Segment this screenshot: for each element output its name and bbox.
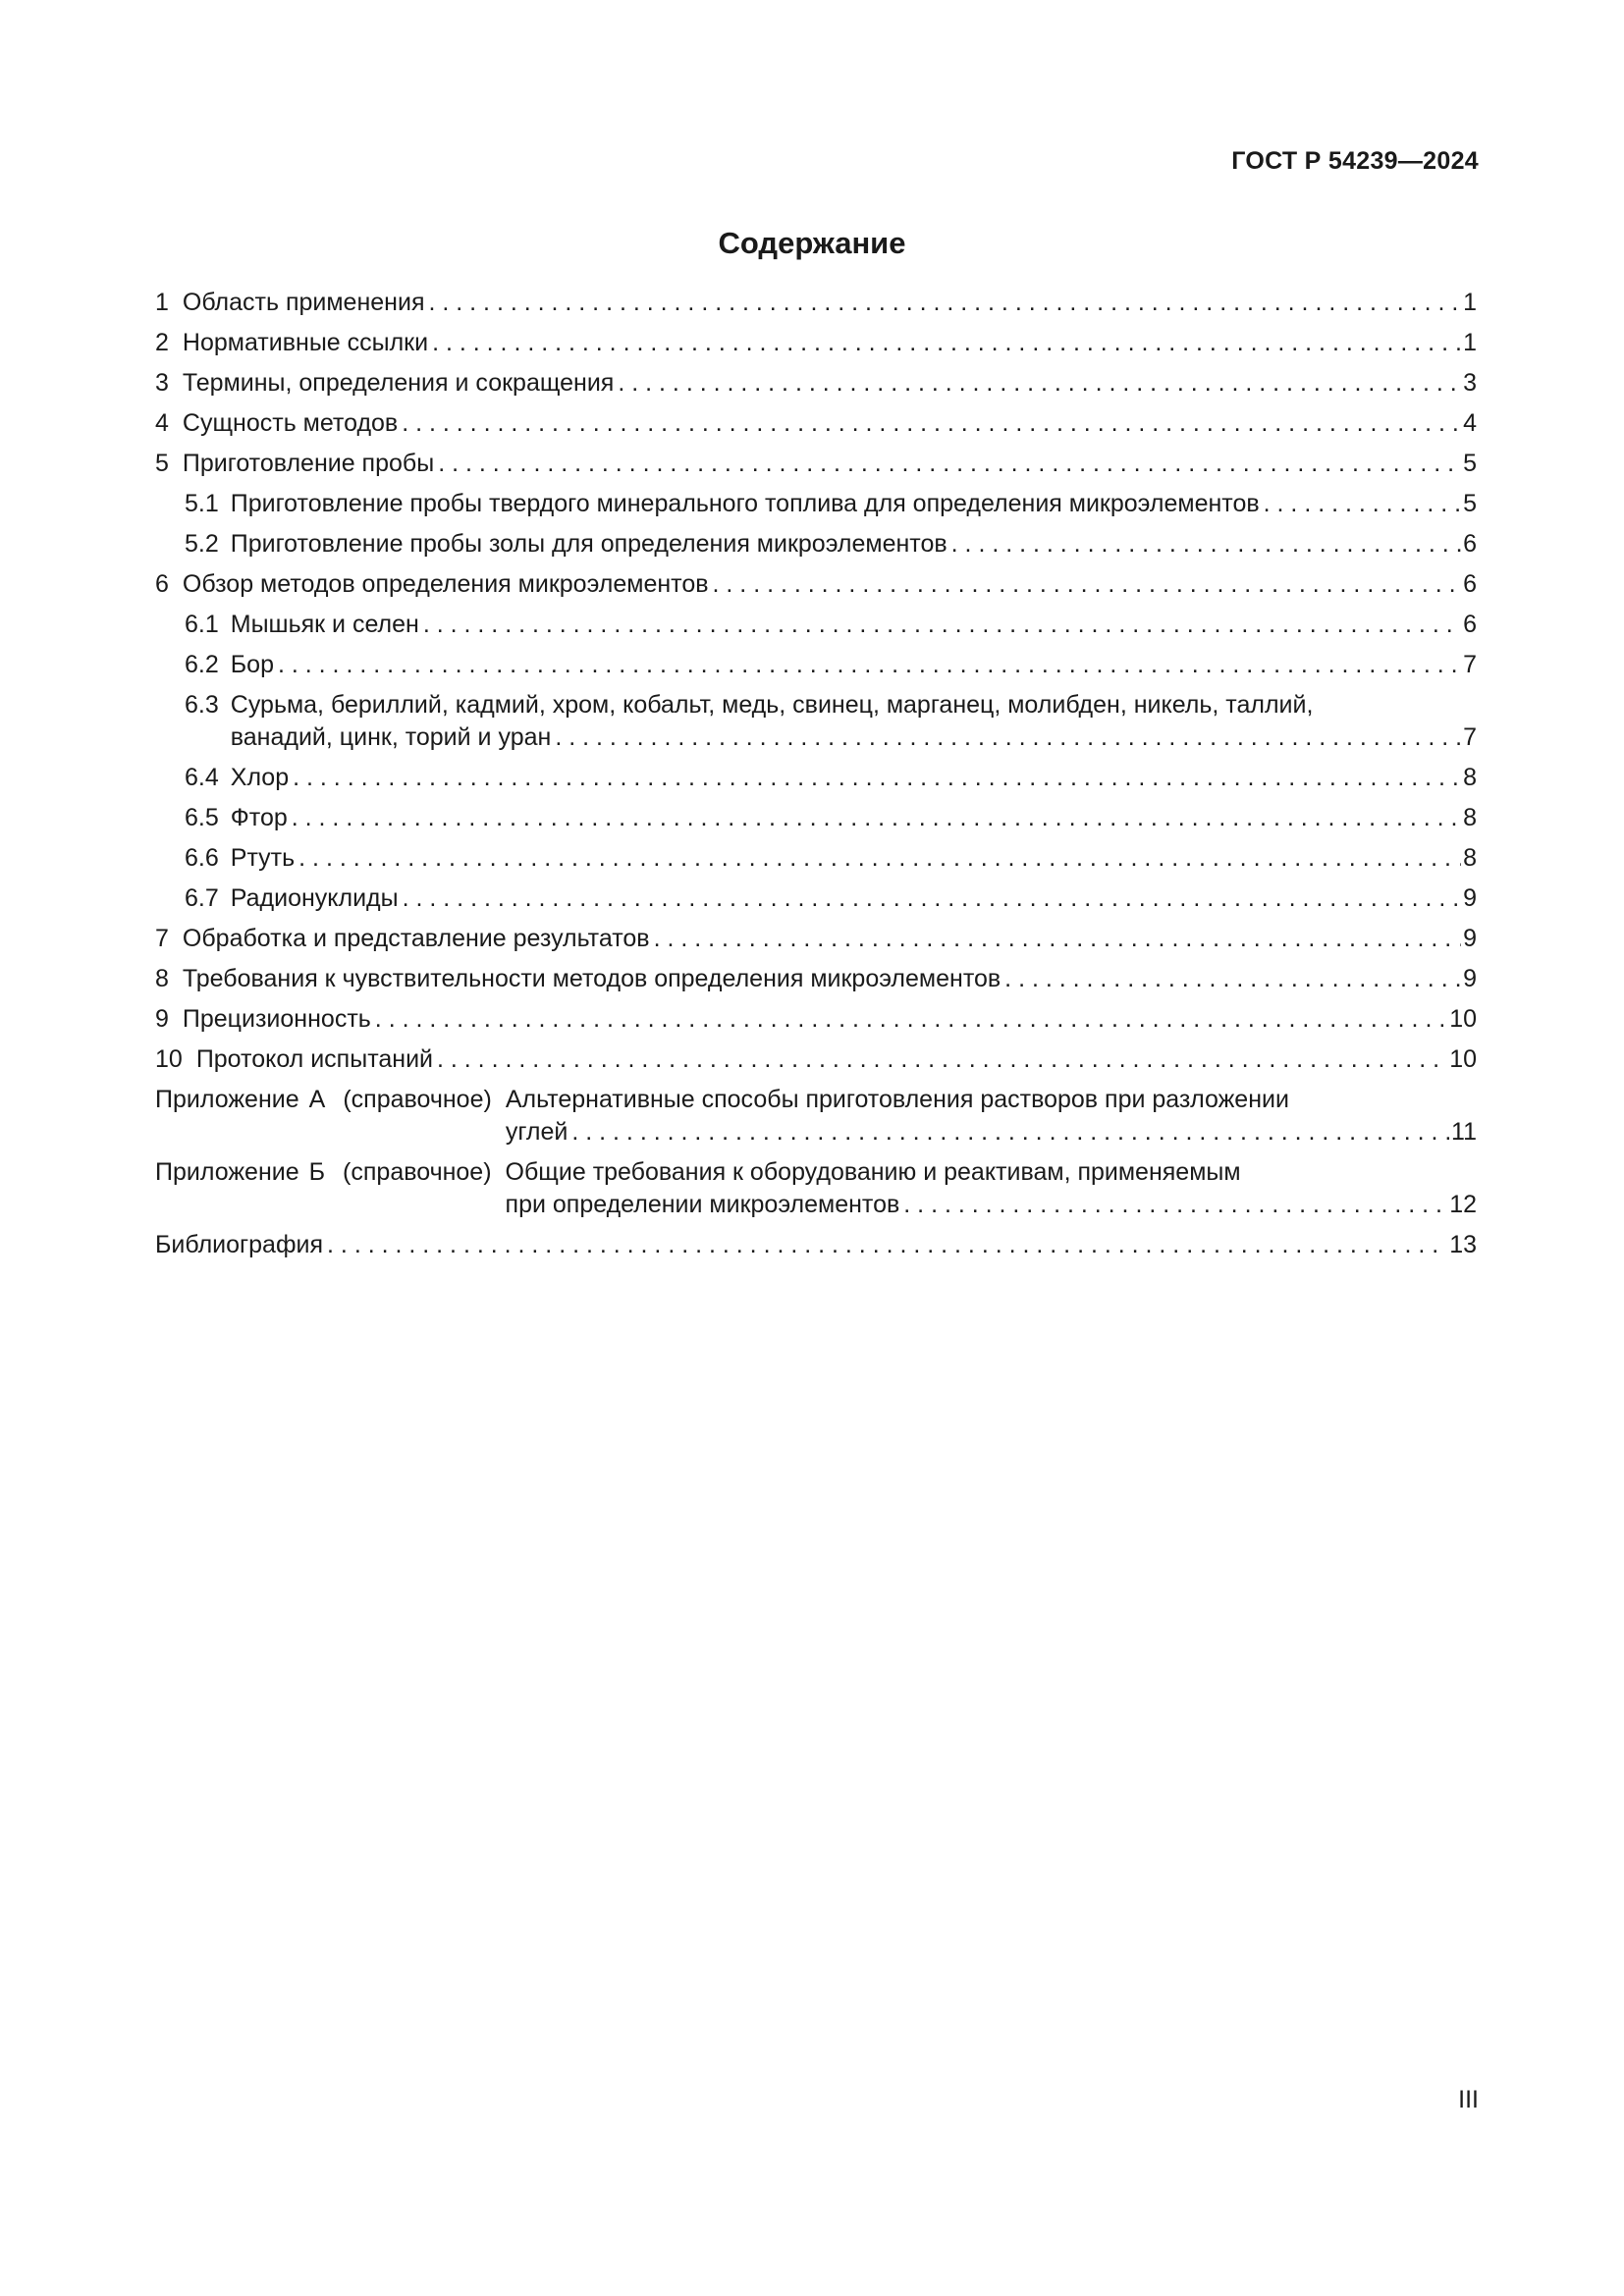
dot-leader bbox=[289, 762, 1461, 794]
dot-leader bbox=[1001, 963, 1461, 995]
dot-leader bbox=[419, 609, 1461, 641]
toc-entry-number: 7 bbox=[155, 925, 169, 952]
toc-entry-body bbox=[506, 1084, 1477, 1148]
toc-entry-label: Сущность методов bbox=[182, 409, 399, 437]
toc-entry-label: Термины, определения и сокращения bbox=[182, 369, 615, 397]
annex-kind: (справочное) bbox=[343, 1086, 492, 1113]
toc-entry-number: 6.6 bbox=[185, 844, 219, 872]
toc-entry-page: 1 bbox=[1463, 329, 1477, 356]
toc-entry-6-4[interactable] bbox=[155, 762, 1477, 794]
toc-entry-page: 10 bbox=[1449, 1045, 1477, 1073]
toc-entry-9[interactable] bbox=[155, 1003, 1477, 1036]
toc-entry-label-line-2: углей bbox=[505, 1118, 568, 1146]
toc-entry-page: 9 bbox=[1463, 965, 1477, 992]
dot-leader bbox=[428, 327, 1461, 359]
toc-entry-label: Библиография bbox=[155, 1231, 324, 1258]
dot-leader bbox=[709, 568, 1462, 601]
dot-leader bbox=[434, 448, 1461, 480]
toc-entry-page: 7 bbox=[1463, 723, 1477, 751]
toc-entry-number: 4 bbox=[155, 409, 169, 437]
dot-leader bbox=[424, 287, 1461, 319]
toc-entry-number: 8 bbox=[155, 965, 169, 992]
toc-entry-6[interactable] bbox=[155, 568, 1477, 601]
toc-entry-page: 10 bbox=[1449, 1005, 1477, 1033]
toc-entry-bibliography[interactable] bbox=[155, 1229, 1477, 1261]
toc-entry-6-5[interactable] bbox=[155, 802, 1477, 834]
annex-word: Приложение bbox=[155, 1086, 299, 1113]
dot-leader bbox=[650, 923, 1462, 955]
toc-entry-label: Ртуть bbox=[230, 844, 296, 872]
toc-entry-label-line-1: Альтернативные способы приготовления растворов при разложении bbox=[505, 1086, 1289, 1113]
document-code: ГОСТ Р 54239—2024 bbox=[1231, 147, 1479, 175]
annex-kind: (справочное) bbox=[343, 1158, 492, 1186]
toc-entry-1[interactable] bbox=[155, 287, 1477, 319]
toc-entry-number: 6.2 bbox=[185, 651, 219, 678]
toc-entry-label: Протокол испытаний bbox=[195, 1045, 433, 1073]
toc-entry-6-2[interactable] bbox=[155, 649, 1477, 681]
annex-heading bbox=[155, 1084, 506, 1116]
dot-leader bbox=[568, 1116, 1449, 1148]
dot-leader bbox=[274, 649, 1461, 681]
annex-heading bbox=[155, 1156, 506, 1189]
dot-leader bbox=[899, 1189, 1447, 1221]
toc-entry-page: 6 bbox=[1463, 611, 1477, 638]
toc-entry-label: Фтор bbox=[230, 804, 288, 831]
toc-entry-number: 9 bbox=[155, 1005, 169, 1033]
toc-entry-label: Бор bbox=[230, 651, 274, 678]
annex-word: Приложение bbox=[155, 1158, 299, 1186]
page-number: III bbox=[1458, 2086, 1479, 2113]
toc-entry-line-2 bbox=[506, 1189, 1477, 1221]
toc-entry-label: Прецизионность bbox=[182, 1005, 371, 1033]
toc-entry-number: 5.2 bbox=[185, 530, 219, 558]
dot-leader bbox=[947, 528, 1461, 561]
toc-entry-annex-a[interactable] bbox=[155, 1084, 1477, 1148]
toc-entry-label: Нормативные ссылки bbox=[182, 329, 429, 356]
toc-entry-label: Хлор bbox=[230, 764, 290, 791]
toc-entry-6-1[interactable] bbox=[155, 609, 1477, 641]
toc-entry-label-line-2: ванадий, цинк, торий и уран bbox=[230, 723, 552, 751]
toc-entry-label: Область применения bbox=[182, 289, 425, 316]
toc-entry-number: 10 bbox=[155, 1045, 183, 1073]
toc-entry-number: 6.7 bbox=[185, 884, 219, 912]
toc-entry-8[interactable] bbox=[155, 963, 1477, 995]
toc-entry-3[interactable] bbox=[155, 367, 1477, 400]
toc-entry-6-3[interactable] bbox=[155, 689, 1477, 754]
dot-leader bbox=[295, 842, 1461, 875]
toc-entry-label-line-2: при определении микроэлементов bbox=[505, 1191, 900, 1218]
toc-entry-number: 5.1 bbox=[185, 490, 219, 517]
toc-entry-number: 6.5 bbox=[185, 804, 219, 831]
toc-entry-label: Мышьяк и селен bbox=[230, 611, 419, 638]
toc-entry-number: 6.1 bbox=[185, 611, 219, 638]
toc-entry-number: 1 bbox=[155, 289, 169, 316]
toc-entry-number: 3 bbox=[155, 369, 169, 397]
toc-entry-label: Приготовление пробы твердого минерального топлива для определения микроэлементов bbox=[230, 490, 1260, 517]
toc-entry-page: 6 bbox=[1463, 530, 1477, 558]
toc-entry-label: Обработка и представление результатов bbox=[182, 925, 650, 952]
annex-letter: Б bbox=[308, 1158, 326, 1186]
toc-entry-line-2 bbox=[506, 1116, 1477, 1148]
toc-entry-page: 5 bbox=[1463, 490, 1477, 517]
dot-leader bbox=[371, 1003, 1447, 1036]
toc-entry-page: 6 bbox=[1463, 570, 1477, 598]
toc-entry-page: 8 bbox=[1463, 764, 1477, 791]
toc-entry-page: 9 bbox=[1463, 925, 1477, 952]
toc-entry-page: 3 bbox=[1463, 369, 1477, 397]
dot-leader bbox=[398, 407, 1461, 440]
dot-leader bbox=[1260, 488, 1461, 520]
toc-entry-label: Приготовление пробы bbox=[182, 450, 435, 477]
toc-entry-10[interactable] bbox=[155, 1043, 1477, 1076]
toc-entry-6-6[interactable] bbox=[155, 842, 1477, 875]
toc-entry-6-7[interactable] bbox=[155, 882, 1477, 915]
toc-entry-2[interactable] bbox=[155, 327, 1477, 359]
toc-entry-line-2 bbox=[231, 721, 1477, 754]
toc-entry-number: 6.3 bbox=[185, 691, 219, 719]
toc-entry-page: 7 bbox=[1463, 651, 1477, 678]
dot-leader bbox=[323, 1229, 1447, 1261]
toc-entry-number: 2 bbox=[155, 329, 169, 356]
page-title: Содержание bbox=[718, 226, 906, 260]
toc-entry-label-line-1: Общие требования к оборудованию и реактивам, применяемым bbox=[505, 1158, 1241, 1186]
toc-entry-number: 5 bbox=[155, 450, 169, 477]
toc-entry-number: 6 bbox=[155, 570, 169, 598]
toc-entry-page: 8 bbox=[1463, 804, 1477, 831]
dot-leader bbox=[433, 1043, 1447, 1076]
toc-entry-7[interactable] bbox=[155, 923, 1477, 955]
annex-letter: А bbox=[308, 1086, 326, 1113]
toc-entry-5-2[interactable] bbox=[155, 528, 1477, 561]
toc-entry-page: 9 bbox=[1463, 884, 1477, 912]
toc-entry-body bbox=[231, 689, 1477, 754]
toc-entry-page: 11 bbox=[1451, 1118, 1477, 1146]
dot-leader bbox=[399, 882, 1461, 915]
toc-entry-number: 6.4 bbox=[185, 764, 219, 791]
toc-entry-label-line-1: Сурьма, бериллий, кадмий, хром, кобальт, медь, свинец, марганец, молибден, никель, таллий, bbox=[230, 691, 1314, 719]
toc-entry-page: 5 bbox=[1463, 450, 1477, 477]
table-of-contents bbox=[155, 287, 1477, 1269]
toc-entry-annex-b[interactable] bbox=[155, 1156, 1477, 1221]
toc-entry-5-1[interactable] bbox=[155, 488, 1477, 520]
toc-entry-page: 8 bbox=[1463, 844, 1477, 872]
dot-leader bbox=[614, 367, 1461, 400]
toc-entry-page: 12 bbox=[1449, 1191, 1477, 1218]
toc-entry-page: 13 bbox=[1449, 1231, 1477, 1258]
dot-leader bbox=[551, 721, 1461, 754]
toc-entry-label: Требования к чувствительности методов определения микроэлементов bbox=[182, 965, 1001, 992]
toc-entry-body bbox=[506, 1156, 1477, 1221]
dot-leader bbox=[288, 802, 1461, 834]
toc-entry-label: Радионуклиды bbox=[230, 884, 399, 912]
toc-entry-page: 4 bbox=[1463, 409, 1477, 437]
toc-entry-4[interactable] bbox=[155, 407, 1477, 440]
toc-entry-page: 1 bbox=[1463, 289, 1477, 316]
toc-entry-label: Обзор методов определения микроэлементов bbox=[182, 570, 709, 598]
toc-entry-label: Приготовление пробы золы для определения микроэлементов bbox=[230, 530, 947, 558]
toc-entry-5[interactable] bbox=[155, 448, 1477, 480]
